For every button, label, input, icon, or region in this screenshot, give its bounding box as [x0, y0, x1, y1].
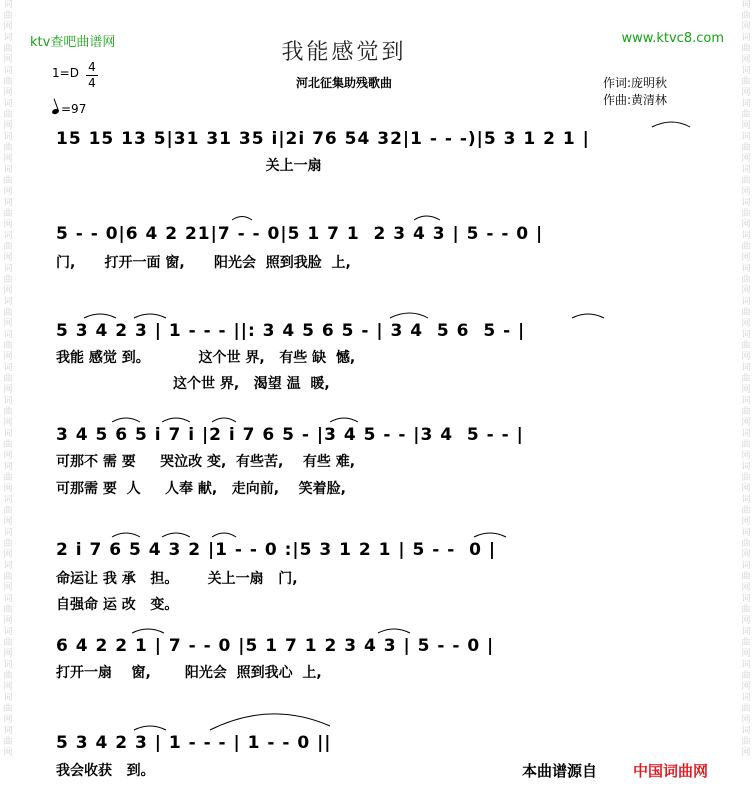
watermark-glyph: 网	[741, 682, 751, 692]
watermark-glyph: 曲	[3, 176, 13, 186]
watermark-glyph: 曲	[741, 704, 751, 714]
watermark-glyph: 词	[741, 0, 751, 10]
watermark-glyph: 网	[3, 121, 13, 131]
watermark-glyph: 网	[3, 385, 13, 395]
watermark-glyph: 网	[741, 583, 751, 593]
lyric-line: 关上一扇	[56, 158, 322, 174]
watermark-glyph: 网	[741, 616, 751, 626]
watermark-glyph: 网	[741, 220, 751, 230]
notation-row: 5 - - 0|6 4 2 21|7 - - 0|5 1 7 1 2 3 4 3 | 5 - - 0 |	[56, 224, 544, 244]
notation-row: 15 15 13 5|31 31 35 i|2i 76 54 32|1 - - -)|5 3 1 2 1 |	[56, 129, 590, 149]
watermark-glyph: 词	[741, 264, 751, 274]
watermark-glyph: 词	[3, 528, 13, 538]
watermark-glyph: 网	[3, 517, 13, 527]
watermark-glyph: 曲	[741, 308, 751, 318]
notation-row: 3 4 5 6 5 i 7 i |2 i 7 6 5 - |3 4 5 - - |3 4 5 - - |	[56, 425, 524, 445]
watermark-glyph: 词	[741, 66, 751, 76]
watermark-glyph: 网	[3, 550, 13, 560]
watermark-glyph: 词	[3, 429, 13, 439]
watermark-glyph: 网	[3, 253, 13, 263]
watermark-glyph: 曲	[3, 77, 13, 87]
watermark-glyph: 网	[741, 550, 751, 560]
tie-mark	[210, 714, 330, 730]
watermark-glyph: 曲	[741, 506, 751, 516]
song-title: 我能感觉到	[281, 40, 407, 65]
right-watermark-strip	[738, 0, 754, 808]
watermark-glyph: 曲	[3, 539, 13, 549]
notation-row: 6 4 2 2 1 | 7 - - 0 |5 1 7 1 2 3 4 3 | 5 - - 0 |	[56, 636, 495, 656]
watermark-glyph: 词	[741, 462, 751, 472]
lyric-line: 门, 打开一面 窗, 阳光会 照到我脸 上,	[56, 255, 351, 271]
watermark-glyph: 网	[3, 154, 13, 164]
watermark-glyph: 词	[3, 594, 13, 604]
watermark-glyph: 网	[3, 352, 13, 362]
watermark-glyph: 网	[741, 649, 751, 659]
watermark-glyph: 网	[3, 649, 13, 659]
watermark-glyph: 词	[3, 33, 13, 43]
lyricist: 作词:庞明秋	[603, 76, 668, 90]
watermark-glyph: 网	[3, 748, 13, 758]
watermark-glyph: 词	[741, 627, 751, 637]
watermark-glyph: 网	[741, 451, 751, 461]
watermark-glyph: 词	[3, 264, 13, 274]
watermark-glyph: 曲	[3, 209, 13, 219]
watermark-glyph: 曲	[3, 110, 13, 120]
watermark-glyph: 曲	[3, 572, 13, 582]
watermark-glyph: 词	[741, 660, 751, 670]
watermark-glyph: 网	[741, 517, 751, 527]
tie-mark	[162, 418, 190, 422]
notation-row: 5 3 4 2 3 | 1 - - - ||: 3 4 5 6 5 - | 3 4 5 6 5 - |	[56, 321, 526, 341]
watermark-glyph: 词	[741, 297, 751, 307]
watermark-glyph: 网	[741, 187, 751, 197]
time-signature-top: 4	[88, 60, 96, 74]
watermark-glyph: 曲	[741, 11, 751, 21]
watermark-glyph: 曲	[3, 704, 13, 714]
watermark-glyph: 词	[741, 132, 751, 142]
watermark-glyph: 曲	[3, 44, 13, 54]
watermark-glyph: 网	[741, 748, 751, 758]
lyric-line: 我能 感觉 到。 这个世 界, 有些 缺 憾,	[56, 350, 356, 366]
watermark-glyph: 曲	[3, 143, 13, 153]
watermark-glyph: 曲	[3, 341, 13, 351]
watermark-glyph: 词	[3, 231, 13, 241]
watermark-glyph: 词	[3, 462, 13, 472]
watermark-glyph: 曲	[741, 539, 751, 549]
watermark-glyph: 网	[3, 88, 13, 98]
watermark-glyph: 词	[741, 726, 751, 736]
watermark-glyph: 词	[741, 594, 751, 604]
watermark-glyph: 曲	[741, 341, 751, 351]
tie-mark	[652, 122, 690, 127]
watermark-glyph: 词	[741, 495, 751, 505]
watermark-glyph: 曲	[3, 638, 13, 648]
watermark-glyph: 曲	[741, 407, 751, 417]
watermark-glyph: 网	[3, 484, 13, 494]
tempo-value: =97	[61, 102, 87, 116]
tie-mark	[112, 533, 140, 537]
lyric-line: 命运让 我 承 担。 关上一扇 门,	[56, 571, 298, 587]
watermark-glyph: 词	[3, 363, 13, 373]
watermark-glyph: 曲	[3, 374, 13, 384]
watermark-glyph: 词	[741, 363, 751, 373]
watermark-glyph: 网	[741, 88, 751, 98]
watermark-glyph: 网	[3, 616, 13, 626]
lyric-line: 我会收获 到。	[56, 763, 155, 779]
watermark-glyph: 网	[741, 484, 751, 494]
watermark-glyph: 网	[3, 715, 13, 725]
time-signature	[86, 60, 98, 91]
tie-mark	[134, 314, 166, 318]
watermark-glyph: 网	[741, 385, 751, 395]
watermark-glyph: 网	[741, 715, 751, 725]
watermark-glyph: 曲	[3, 605, 13, 615]
watermark-glyph: 网	[741, 22, 751, 32]
site-url[interactable]: www.ktvc8.com	[621, 31, 724, 46]
watermark-glyph: 曲	[741, 242, 751, 252]
notation-row: 2 i 7 6 5 4 3 2 |1 - - 0 :|5 3 1 2 1 | 5 - - 0 |	[56, 540, 497, 560]
watermark-glyph: 词	[741, 561, 751, 571]
tie-mark	[378, 629, 410, 633]
watermark-glyph: 词	[3, 0, 13, 10]
watermark-glyph: 曲	[741, 176, 751, 186]
tie-mark	[474, 533, 506, 537]
watermark-glyph: 网	[3, 319, 13, 329]
watermark-glyph: 曲	[3, 308, 13, 318]
watermark-glyph: 网	[741, 55, 751, 65]
footer-source-label: 本曲谱源自	[522, 762, 598, 780]
tie-mark	[132, 629, 164, 633]
watermark-glyph: 曲	[741, 143, 751, 153]
watermark-glyph: 网	[3, 55, 13, 65]
watermark-glyph: 曲	[3, 440, 13, 450]
tie-mark	[572, 314, 604, 318]
watermark-glyph: 词	[741, 693, 751, 703]
tempo-marking	[52, 102, 86, 116]
footer-brand-link[interactable]: 中国词曲网	[633, 762, 709, 780]
watermark-glyph: 词	[741, 429, 751, 439]
quarter-note-icon	[51, 108, 59, 115]
watermark-glyph: 词	[3, 726, 13, 736]
watermark-glyph: 词	[3, 693, 13, 703]
tie-mark	[112, 418, 140, 422]
watermark-glyph: 曲	[741, 638, 751, 648]
watermark-glyph: 网	[741, 121, 751, 131]
watermark-glyph: 曲	[741, 44, 751, 54]
watermark-glyph: 曲	[741, 110, 751, 120]
watermark-glyph: 词	[741, 99, 751, 109]
watermark-glyph: 曲	[3, 737, 13, 747]
watermark-glyph: 词	[741, 198, 751, 208]
watermark-glyph: 曲	[3, 275, 13, 285]
lyric-line: 可那需 要 人 人奉 献, 走向前, 笑着脸,	[56, 481, 346, 497]
watermark-glyph: 网	[741, 253, 751, 263]
lyric-line: 这个世 界, 渴望 温 暖,	[56, 376, 330, 392]
song-subtitle: 河北征集助残歌曲	[295, 76, 392, 90]
watermark-glyph: 词	[3, 198, 13, 208]
watermark-glyph: 网	[3, 418, 13, 428]
watermark-glyph: 网	[3, 451, 13, 461]
notation-row: 5 3 4 2 3 | 1 - - - | 1 - - 0 ||	[56, 733, 332, 753]
tie-mark	[84, 314, 116, 318]
watermark-glyph: 曲	[3, 407, 13, 417]
lyric-line: 自强命 运 改 变。	[56, 597, 179, 613]
watermark-glyph: 网	[3, 682, 13, 692]
watermark-glyph: 网	[741, 154, 751, 164]
watermark-glyph: 词	[741, 231, 751, 241]
tie-mark	[212, 418, 236, 422]
watermark-glyph: 曲	[741, 77, 751, 87]
watermark-glyph: 曲	[3, 671, 13, 681]
watermark-glyph: 词	[3, 165, 13, 175]
watermark-glyph: 曲	[741, 737, 751, 747]
watermark-glyph: 曲	[741, 374, 751, 384]
watermark-glyph: 曲	[3, 11, 13, 21]
time-signature-bottom: 4	[86, 75, 98, 91]
watermark-glyph: 曲	[741, 572, 751, 582]
tie-mark	[330, 418, 358, 422]
watermark-glyph: 网	[741, 286, 751, 296]
watermark-glyph: 词	[741, 33, 751, 43]
watermark-glyph: 曲	[741, 440, 751, 450]
tie-mark	[162, 533, 190, 537]
watermark-glyph: 词	[3, 66, 13, 76]
tie-mark	[232, 217, 252, 221]
watermark-glyph: 词	[741, 330, 751, 340]
watermark-glyph: 词	[3, 297, 13, 307]
watermark-glyph: 网	[3, 187, 13, 197]
site-name[interactable]: ktv查吧曲谱网	[30, 35, 116, 50]
watermark-glyph: 曲	[3, 506, 13, 516]
watermark-glyph: 词	[3, 132, 13, 142]
watermark-glyph: 网	[3, 583, 13, 593]
watermark-glyph: 网	[3, 22, 13, 32]
watermark-glyph: 词	[3, 495, 13, 505]
tie-mark	[212, 533, 236, 537]
watermark-glyph: 词	[3, 627, 13, 637]
tie-mark	[390, 313, 428, 318]
watermark-glyph: 曲	[3, 242, 13, 252]
watermark-glyph: 曲	[741, 671, 751, 681]
watermark-glyph: 词	[741, 396, 751, 406]
left-watermark-strip	[0, 0, 16, 808]
watermark-glyph: 词	[3, 660, 13, 670]
tie-mark	[134, 726, 166, 730]
watermark-glyph: 曲	[741, 209, 751, 219]
watermark-glyph: 词	[741, 528, 751, 538]
watermark-glyph: 网	[3, 286, 13, 296]
watermark-glyph: 曲	[741, 275, 751, 285]
composer: 作曲:黄清林	[603, 93, 668, 107]
key-signature: 1=D	[52, 66, 79, 80]
watermark-glyph: 曲	[3, 473, 13, 483]
tie-mark	[414, 216, 440, 220]
lyric-line: 打开一扇 窗, 阳光会 照到我心 上,	[56, 665, 322, 681]
watermark-glyph: 曲	[741, 473, 751, 483]
watermark-glyph: 词	[3, 561, 13, 571]
watermark-glyph: 词	[3, 99, 13, 109]
watermark-glyph: 词	[3, 330, 13, 340]
watermark-glyph: 网	[741, 352, 751, 362]
lyric-line: 可那不 需 要 哭泣改 变, 有些苦, 有些 难,	[56, 454, 356, 470]
watermark-glyph: 词	[3, 396, 13, 406]
watermark-glyph: 网	[741, 418, 751, 428]
watermark-glyph: 网	[3, 220, 13, 230]
watermark-glyph: 词	[741, 165, 751, 175]
watermark-glyph: 曲	[741, 605, 751, 615]
watermark-glyph: 网	[741, 319, 751, 329]
